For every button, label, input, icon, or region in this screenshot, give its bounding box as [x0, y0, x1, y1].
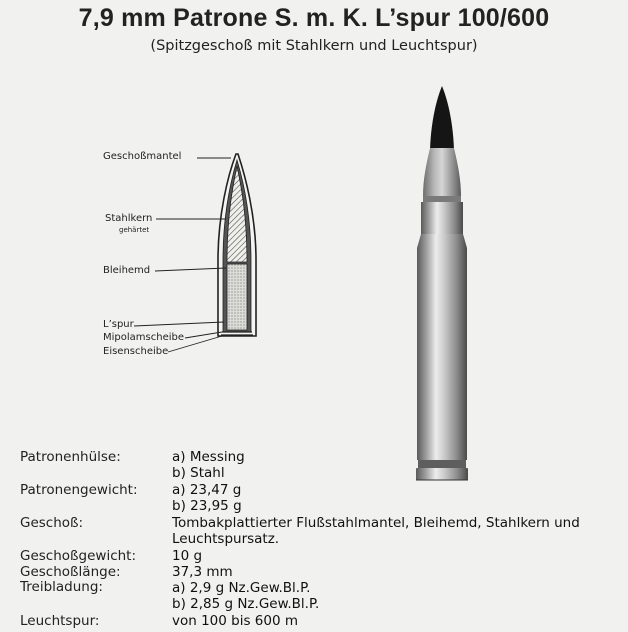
cartridge-photo: [416, 86, 468, 480]
label-geschossmantel: Geschoßmantel: [103, 151, 182, 162]
spec-label-geschosslaenge: Geschoßlänge:: [20, 564, 121, 580]
bullet-section-drawing: [218, 154, 256, 336]
leader-lines: [134, 158, 231, 352]
label-gehaertet: gehärtet: [119, 226, 150, 234]
spec-value-treib-b: b) 2,85 g Nz.Gew.Bl.P.: [172, 596, 320, 612]
spec-label-patronenhuelse: Patronenhülse:: [20, 449, 121, 465]
spec-value-huelse-a: a) Messing: [172, 449, 245, 465]
spec-value-leuchtspur: von 100 bis 600 m: [172, 613, 299, 629]
page-subtitle: (Spitzgeschoß mit Stahlkern und Leuchtspur): [150, 38, 478, 54]
label-stahlkern: Stahlkern: [105, 213, 153, 224]
spec-value-treib-a: a) 2,9 g Nz.Gew.Bl.P.: [172, 580, 311, 596]
label-lspur: L’spur: [103, 319, 134, 330]
page-title: 7,9 mm Patrone S. m. K. L’spur 100/600: [78, 4, 550, 32]
spec-value-geschoss-line2: Leuchtspursatz.: [172, 531, 280, 547]
label-eisenscheibe: Eisenscheibe: [103, 346, 169, 357]
spec-label-treibladung: Treibladung:: [20, 579, 103, 595]
spec-label-leuchtspur: Leuchtspur:: [20, 613, 100, 629]
spec-value-geschoss-line1: Tombakplattierter Flußstahlmantel, Bleihemd, Stahlkern und: [172, 515, 580, 531]
label-mipolamscheibe: Mipolamscheibe: [103, 332, 184, 343]
spec-value-gewicht-b: b) 23,95 g: [172, 498, 242, 514]
spec-label-geschoss: Geschoß:: [20, 515, 84, 531]
spec-value-gewicht-a: a) 23,47 g: [172, 482, 242, 498]
label-bleihemd: Bleihemd: [103, 265, 151, 276]
spec-value-geschossgewicht: 10 g: [172, 548, 203, 564]
spec-value-geschosslaenge: 37,3 mm: [172, 564, 233, 580]
spec-label-patronengewicht: Patronengewicht:: [20, 482, 138, 498]
spec-label-geschossgewicht: Geschoßgewicht:: [20, 548, 137, 564]
spec-value-huelse-b: b) Stahl: [172, 465, 225, 481]
